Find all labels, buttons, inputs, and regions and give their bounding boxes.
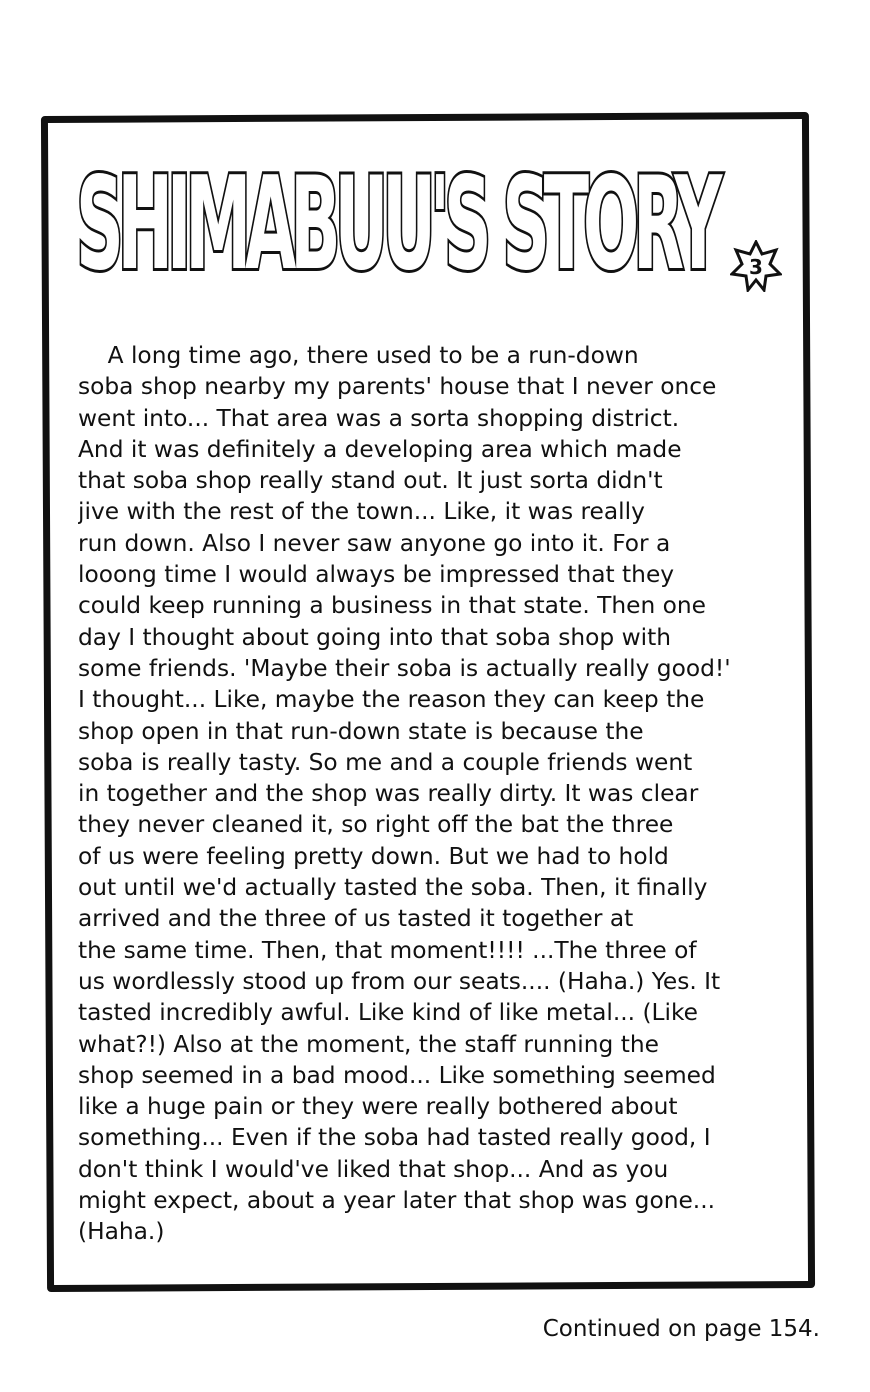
story-line: something... Even if the soba had tasted really good, I (78, 1124, 711, 1152)
story-line: shop seemed in a bad mood... Like something seemed (78, 1061, 716, 1089)
story-line: they never cleaned it, so right off the bat the three (78, 811, 674, 839)
story-line: some friends. 'Maybe their soba is actually really good!' (78, 654, 731, 682)
story-line: out until we'd actually tasted the soba. Then, it finally (78, 874, 708, 902)
story-line: went into... That area was a sorta shopping district. (78, 404, 680, 432)
story-line: run down. Also I never saw anyone go into it. For a (78, 529, 671, 557)
story-body (78, 340, 796, 1270)
story-line: looong time I would always be impressed that they (78, 561, 675, 589)
story-title (70, 130, 800, 330)
story-line: jive with the rest of the town... Like, it was really (78, 498, 645, 526)
story-line: (Haha.) (78, 1218, 165, 1246)
story-line: And it was definitely a developing area which made (78, 435, 682, 463)
story-line: I thought... Like, maybe the reason they can keep the (78, 686, 705, 714)
story-line: might expect, about a year later that shop was gone... (78, 1187, 716, 1215)
chapter-badge-star-icon (730, 240, 782, 292)
story-line: arrived and the three of us tasted it together at (78, 905, 634, 933)
story-line: like a huge pain or they were really bothered about (78, 1093, 678, 1121)
story-line: the same time. Then, that moment!!!! ...The three of (78, 936, 697, 964)
story-line: soba is really tasty. So me and a couple friends went (78, 748, 693, 776)
story-line: us wordlessly stood up from our seats.... (Haha.) Yes. It (78, 967, 721, 995)
chapter-badge-number: 3 (749, 255, 763, 279)
story-title-text: SHIMABUU'S STORY (76, 150, 723, 299)
story-line: tasted incredibly awful. Like kind of like metal... (Like (78, 999, 698, 1027)
story-line: soba shop nearby my parents' house that I never once (78, 373, 717, 401)
story-line: what?!) Also at the moment, the staff running the (78, 1030, 659, 1058)
story-line: in together and the shop was really dirty. It was clear (78, 780, 699, 808)
story-line: could keep running a business in that state. Then one (78, 592, 706, 620)
story-line: don't think I would've liked that shop... And as you (78, 1155, 669, 1183)
continued-note: Continued on page 154. (542, 1316, 820, 1342)
story-line: day I thought about going into that soba shop with (78, 623, 672, 651)
story-line: A long time ago, there used to be a run-down (78, 342, 639, 369)
story-line: that soba shop really stand out. It just sorta didn't (78, 467, 663, 495)
story-line: of us were feeling pretty down. But we had to hold (78, 842, 669, 870)
story-line: shop open in that run-down state is because the (78, 717, 644, 745)
